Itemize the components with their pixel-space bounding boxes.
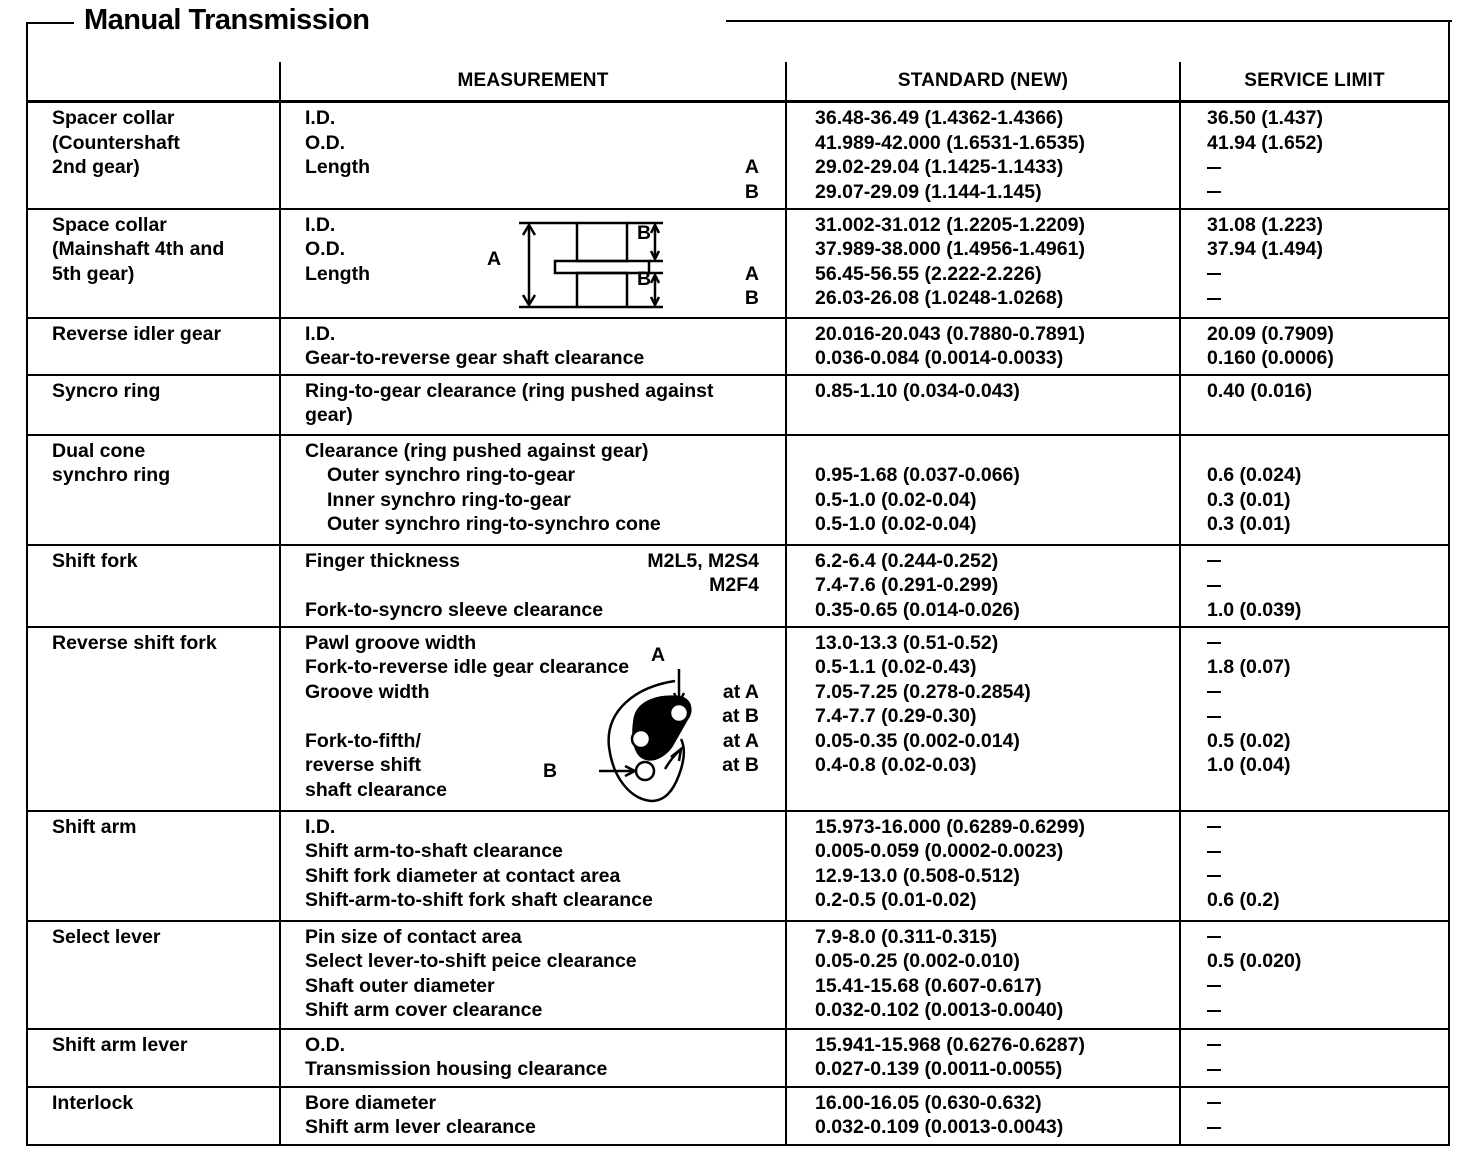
measurement-label: Length A (305, 262, 759, 285)
item-cell (28, 921, 280, 1029)
service-limit-value (1207, 1057, 1448, 1082)
service-limit-cell (1180, 921, 1448, 1029)
dash-mark (1207, 191, 1221, 193)
standard-cell (786, 545, 1180, 627)
service-limit-cell (1180, 209, 1448, 318)
dash-mark (1207, 560, 1221, 562)
standard-value: 0.036-0.084 (0.0014-0.0033) (815, 347, 1064, 369)
service-limit-cell (1180, 435, 1448, 545)
table-row (28, 209, 1448, 318)
service-limit-value (1207, 680, 1448, 705)
standard-cell (786, 627, 1180, 811)
measurement-cell (280, 375, 786, 435)
dash-mark (1207, 1044, 1221, 1046)
standard-value: 16.00-16.05 (0.630-0.632) (815, 1091, 1042, 1114)
standard-value: 15.941-15.968 (0.6276-0.6287) (815, 1033, 1085, 1056)
service-limit-value (1207, 1033, 1448, 1058)
dash-mark (1207, 273, 1221, 275)
service-limit-cell (1180, 1029, 1448, 1087)
dash-mark (1207, 1069, 1221, 1071)
header-service-limit: SERVICE LIMIT (1180, 62, 1448, 102)
item-label: 2nd gear) (52, 156, 140, 178)
dash-mark (1207, 985, 1221, 987)
standard-value: 0.032-0.102 (0.0013-0.0040) (815, 999, 1064, 1021)
measurement-label: Bore diameter (305, 1091, 437, 1114)
measurement-qualifier: at B (722, 705, 759, 727)
measurement-label: Outer synchro ring-to-gear (327, 464, 576, 486)
standard-value: 0.5-1.1 (0.02-0.43) (815, 656, 977, 678)
standard-value: 0.4-0.8 (0.02-0.03) (815, 754, 977, 776)
table-row (28, 1087, 1448, 1145)
measurement-label: gear) (305, 404, 353, 426)
dash-mark (1207, 642, 1221, 644)
measurement-label: Gear-to-reverse gear shaft clearance (305, 347, 645, 369)
service-limit-value (1207, 155, 1448, 180)
item-label: Select lever (52, 925, 161, 948)
item-label: (Countershaft (52, 131, 180, 154)
measurement-label: Pin size of contact area (305, 925, 522, 948)
standard-value: 0.95-1.68 (0.037-0.066) (815, 464, 1020, 486)
standard-value: 7.05-7.25 (0.278-0.2854) (815, 680, 1031, 703)
item-label: Reverse idler gear (52, 322, 222, 345)
service-limit-value (1207, 439, 1448, 464)
measurement-label: Shift fork diameter at contact area (305, 864, 621, 887)
measurement-label: I.D. (305, 322, 336, 345)
item-cell (28, 1029, 280, 1087)
dash-mark (1207, 167, 1221, 169)
service-limit-value: 0.3 (0.01) (1207, 488, 1291, 511)
diagram-label: B (637, 221, 652, 244)
standard-cell (786, 811, 1180, 921)
dash-mark (1207, 851, 1221, 853)
measurement-label: Clearance (ring pushed against gear) (305, 439, 649, 462)
dash-mark (1207, 936, 1221, 938)
service-limit-cell (1180, 318, 1448, 375)
measurement-label: Shift arm-to-shaft clearance (305, 840, 563, 862)
item-cell (28, 209, 280, 318)
service-limit-value (1207, 839, 1448, 864)
service-limit-value (1207, 974, 1448, 999)
service-limit-value: 0.5 (0.020) (1207, 950, 1302, 972)
measurement-label: Fork-to-syncro sleeve clearance (305, 598, 604, 621)
header-measurement: MEASUREMENT (280, 62, 786, 102)
header-standard: STANDARD (NEW) (786, 62, 1180, 102)
standard-value: 0.032-0.109 (0.0013-0.0043) (815, 1116, 1064, 1138)
standard-value: 7.4-7.7 (0.29-0.30) (815, 705, 977, 727)
standard-value: 12.9-13.0 (0.508-0.512) (815, 864, 1020, 887)
item-label: Space collar (52, 213, 167, 236)
item-label: synchro ring (52, 464, 171, 486)
standard-value: 37.989-38.000 (1.4956-1.4961) (815, 238, 1085, 260)
measurement-label: Ring-to-gear clearance (ring pushed against (305, 379, 714, 402)
measurement-label: I.D. (305, 815, 336, 838)
dash-mark (1207, 691, 1221, 693)
service-limit-value (1207, 864, 1448, 889)
table-row (28, 102, 1448, 209)
standard-value: 0.05-0.25 (0.002-0.010) (815, 950, 1020, 972)
measurement-label: Select lever-to-shift peice clearance (305, 950, 637, 972)
measurement-label: Groove width at A (305, 680, 759, 703)
dash-mark (1207, 826, 1221, 828)
item-cell (28, 627, 280, 811)
measurement-label (305, 180, 785, 205)
standard-value: 0.2-0.5 (0.01-0.02) (815, 889, 977, 911)
dash-mark (1207, 585, 1221, 587)
item-label: Interlock (52, 1091, 134, 1114)
dash-mark (1207, 1102, 1221, 1104)
page-title: Manual Transmission (84, 4, 370, 36)
measurement-label: Pawl groove width (305, 631, 477, 654)
service-limit-cell (1180, 811, 1448, 921)
dash-mark (1207, 1010, 1221, 1012)
service-limit-value (1207, 925, 1448, 950)
header-row (28, 62, 1448, 102)
standard-cell (786, 435, 1180, 545)
measurement-label: I.D. (305, 107, 336, 129)
measurement-cell (280, 209, 786, 318)
diagram-label: A (487, 247, 502, 270)
standard-value: 26.03-26.08 (1.0248-1.0268) (815, 287, 1064, 309)
measurement-cell (280, 811, 786, 921)
measurement-qualifier: A (744, 262, 759, 285)
standard-cell (786, 102, 1180, 209)
measurement-qualifier: B (744, 287, 759, 309)
service-limit-value (1207, 1091, 1448, 1116)
standard-cell (786, 375, 1180, 435)
measurement-qualifier: at B (722, 754, 759, 776)
standard-value: 31.002-31.012 (1.2205-1.2209) (815, 213, 1085, 236)
service-limit-value (1207, 262, 1448, 287)
measurement-label (305, 573, 785, 598)
spec-table (28, 62, 1448, 1145)
standard-value: 7.9-8.0 (0.311-0.315) (815, 925, 998, 948)
measurement-cell (280, 102, 786, 209)
item-cell (28, 435, 280, 545)
item-cell (28, 1087, 280, 1145)
standard-value: 36.48-36.49 (1.4362-1.4366) (815, 107, 1064, 129)
item-label: Shift arm (52, 815, 137, 838)
measurement-label: Fork-to-reverse idle gear clearance (305, 656, 630, 678)
service-limit-cell (1180, 1087, 1448, 1145)
measurement-label: O.D. (305, 131, 346, 154)
measurement-label: Fork-to-fifth/ at A (305, 729, 759, 752)
item-label: Shift fork (52, 549, 138, 572)
service-limit-value: 41.94 (1.652) (1207, 131, 1324, 154)
table-row (28, 1029, 1448, 1087)
dash-mark (1207, 875, 1221, 877)
item-label: 5th gear) (52, 262, 135, 285)
measurement-cell (280, 1087, 786, 1145)
measurement-label: Transmission housing clearance (305, 1058, 608, 1080)
standard-value (815, 439, 1179, 464)
service-limit-value: 0.3 (0.01) (1207, 513, 1291, 535)
measurement-cell (280, 435, 786, 545)
measurement-qualifier: at A (722, 680, 759, 703)
table-row (28, 627, 1448, 811)
measurement-label (305, 286, 785, 311)
item-label: Shift arm lever (52, 1033, 188, 1056)
service-limit-value: 37.94 (1.494) (1207, 238, 1324, 260)
table-row (28, 811, 1448, 921)
service-limit-value: 0.5 (0.02) (1207, 729, 1291, 752)
service-limit-value (1207, 180, 1448, 205)
header-item (28, 62, 280, 102)
service-limit-value (1207, 286, 1448, 311)
service-limit-value: 1.8 (0.07) (1207, 656, 1291, 678)
service-limit-value (1207, 1115, 1448, 1140)
service-limit-value (1207, 704, 1448, 729)
standard-value: 0.05-0.35 (0.002-0.014) (815, 729, 1020, 752)
diagram-label: B (637, 267, 652, 290)
measurement-cell (280, 1029, 786, 1087)
measurement-label: Outer synchro ring-to-synchro cone (327, 513, 661, 535)
standard-value: 0.005-0.059 (0.0002-0.0023) (815, 840, 1064, 862)
table-row (28, 435, 1448, 545)
measurement-qualifier: B (744, 180, 759, 203)
dash-mark (1207, 1127, 1221, 1129)
measurement-label: Inner synchro ring-to-gear (327, 488, 571, 511)
item-label: Spacer collar (52, 107, 175, 129)
diagram-label: A (651, 643, 666, 666)
standard-value: 20.016-20.043 (0.7880-0.7891) (815, 322, 1085, 345)
measurement-label: Shift arm cover clearance (305, 999, 543, 1021)
measurement-qualifier: M2L5, M2S4 (647, 549, 759, 572)
service-limit-cell (1180, 375, 1448, 435)
service-limit-value (1207, 631, 1448, 656)
service-limit-value: 1.0 (0.04) (1207, 754, 1291, 776)
item-cell (28, 318, 280, 375)
measurement-qualifier: at A (722, 729, 759, 752)
service-limit-value: 36.50 (1.437) (1207, 107, 1324, 129)
service-limit-value: 0.6 (0.2) (1207, 889, 1280, 911)
service-limit-value: 0.40 (0.016) (1207, 379, 1313, 402)
table-row (28, 921, 1448, 1029)
item-label: (Mainshaft 4th and (52, 238, 225, 260)
service-limit-value: 0.6 (0.024) (1207, 464, 1302, 486)
service-limit-value: 20.09 (0.7909) (1207, 322, 1334, 345)
standard-value: 0.5-1.0 (0.02-0.04) (815, 513, 977, 535)
measurement-cell (280, 627, 786, 811)
measurement-label: Length A (305, 156, 759, 178)
service-limit-cell (1180, 627, 1448, 811)
measurement-label: Shift-arm-to-shift fork shaft clearance (305, 889, 653, 911)
standard-value: 15.41-15.68 (0.607-0.617) (815, 974, 1042, 997)
measurement-label: shaft clearance (305, 778, 447, 801)
measurement-cell (280, 318, 786, 375)
item-cell (28, 545, 280, 627)
item-label: Syncro ring (52, 379, 161, 402)
service-limit-value: 0.160 (0.0006) (1207, 347, 1334, 369)
measurement-label: I.D. (305, 213, 336, 236)
standard-value: 41.989-42.000 (1.6531-1.6535) (815, 131, 1085, 154)
service-limit-value (1207, 815, 1448, 840)
service-limit-value: 31.08 (1.223) (1207, 213, 1324, 236)
measurement-label: Shift arm lever clearance (305, 1116, 536, 1138)
service-limit-cell (1180, 102, 1448, 209)
standard-value: 0.85-1.10 (0.034-0.043) (815, 379, 1020, 402)
standard-value: 56.45-56.55 (2.222-2.226) (815, 262, 1042, 285)
standard-value: 0.5-1.0 (0.02-0.04) (815, 488, 977, 511)
table-row (28, 375, 1448, 435)
standard-value: 29.07-29.09 (1.144-1.145) (815, 180, 1042, 203)
diagram-label: B (543, 759, 558, 782)
standard-value: 0.027-0.139 (0.0011-0.0055) (815, 1058, 1063, 1080)
standard-cell (786, 1029, 1180, 1087)
measurement-qualifier: M2F4 (709, 574, 759, 596)
standard-cell (786, 921, 1180, 1029)
service-limit-value (1207, 573, 1448, 598)
item-label: Dual cone (52, 439, 146, 462)
table-row (28, 545, 1448, 627)
standard-value: 13.0-13.3 (0.51-0.52) (815, 631, 999, 654)
measurement-cell (280, 545, 786, 627)
dash-mark (1207, 716, 1221, 718)
measurement-label: Finger thickness M2L5, M2S4 (305, 549, 759, 572)
measurement-label: O.D. (305, 238, 346, 260)
standard-cell (786, 209, 1180, 318)
measurement-label: reverse shift at B (305, 754, 759, 776)
measurement-label: O.D. (305, 1033, 346, 1056)
standard-value: 6.2-6.4 (0.244-0.252) (815, 549, 999, 572)
measurement-qualifier: A (744, 156, 759, 178)
item-cell (28, 102, 280, 209)
item-cell (28, 811, 280, 921)
measurement-cell (280, 921, 786, 1029)
standard-value: 7.4-7.6 (0.291-0.299) (815, 574, 999, 596)
standard-value: 0.35-0.65 (0.014-0.026) (815, 598, 1020, 621)
item-label: Reverse shift fork (52, 631, 217, 654)
standard-value: 29.02-29.04 (1.1425-1.1433) (815, 156, 1064, 178)
standard-value: 15.973-16.000 (0.6289-0.6299) (815, 815, 1085, 838)
measurement-label (305, 704, 785, 729)
service-limit-value (1207, 549, 1448, 574)
service-limit-value (1207, 998, 1448, 1023)
standard-cell (786, 1087, 1180, 1145)
standard-cell (786, 318, 1180, 375)
dash-mark (1207, 298, 1221, 300)
service-limit-cell (1180, 545, 1448, 627)
service-limit-value: 1.0 (0.039) (1207, 598, 1302, 621)
table-row (28, 318, 1448, 375)
item-cell (28, 375, 280, 435)
measurement-label: Shaft outer diameter (305, 974, 495, 997)
